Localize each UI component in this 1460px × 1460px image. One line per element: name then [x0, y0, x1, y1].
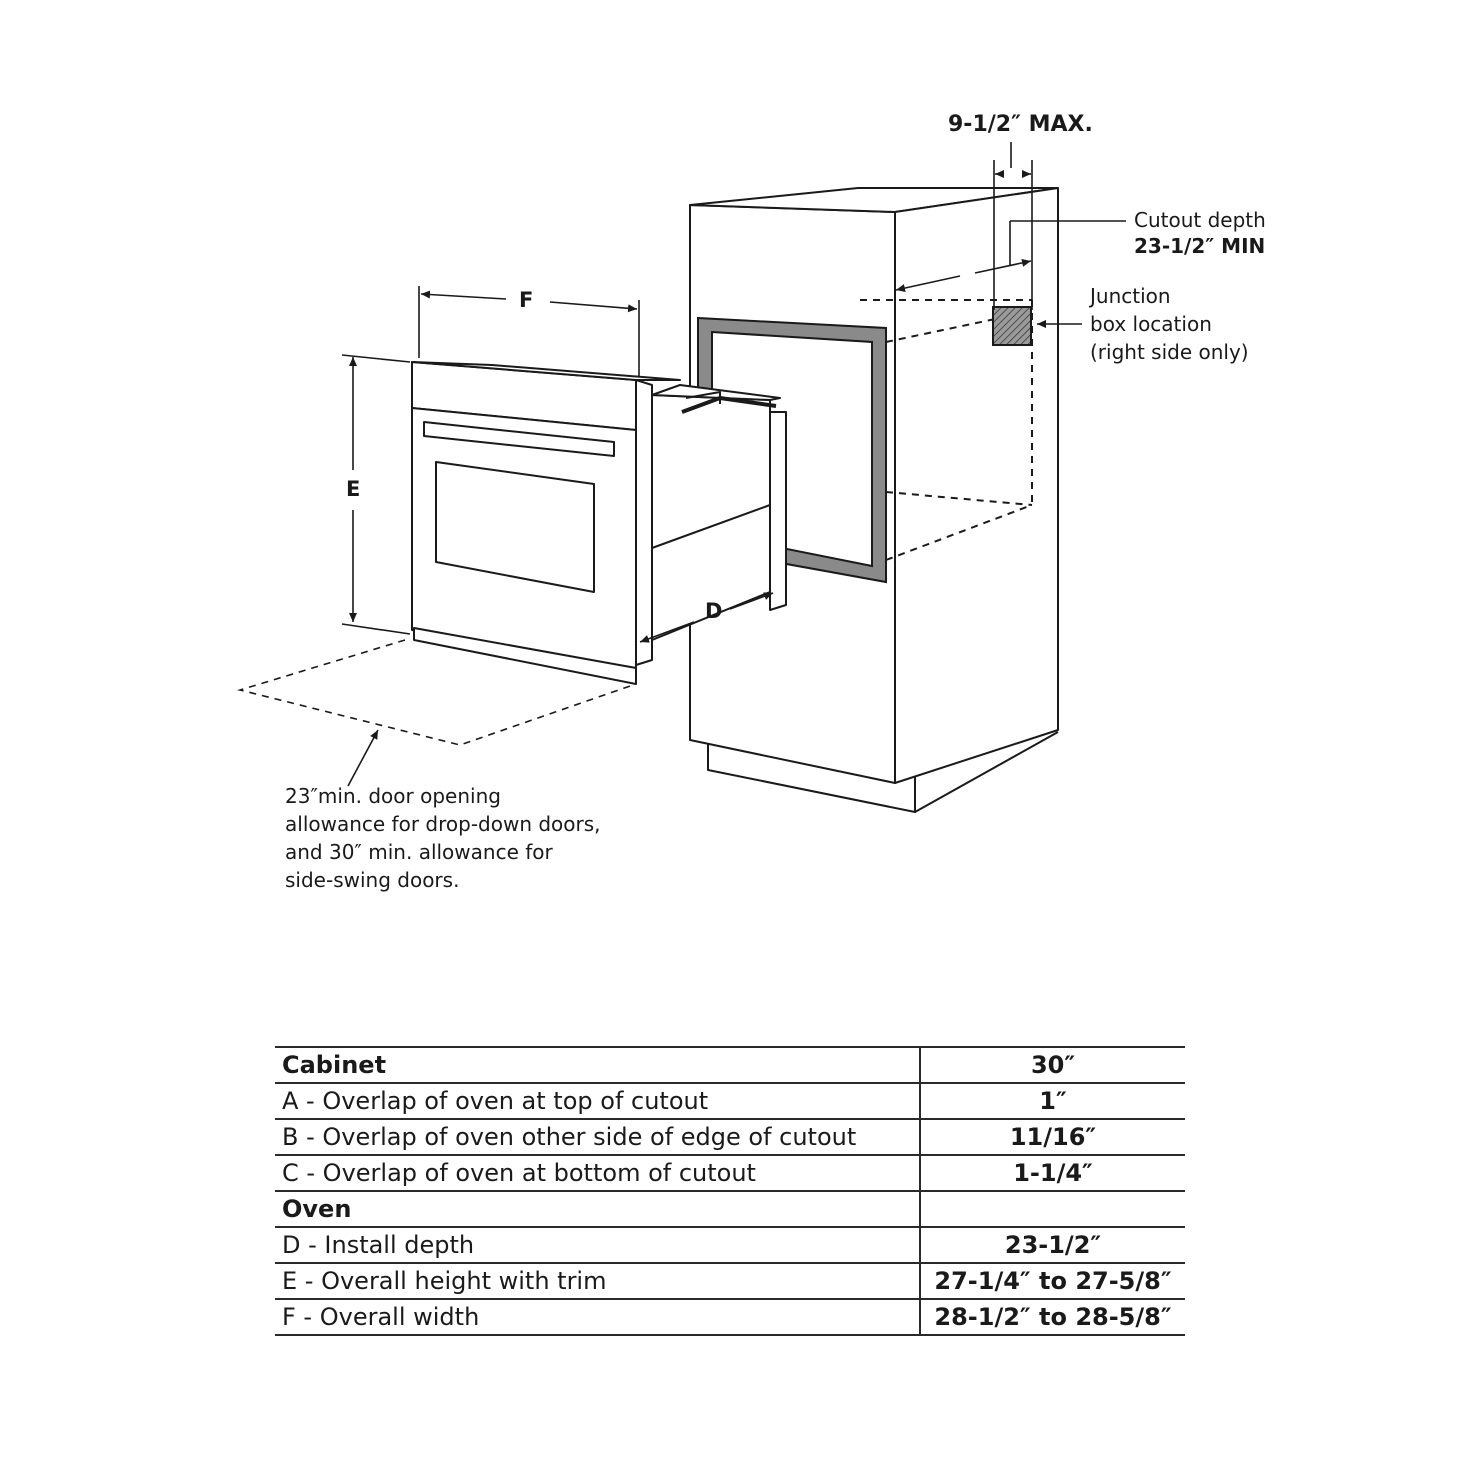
row-value: 1-1/4″	[920, 1155, 1185, 1191]
table-row	[275, 1119, 1185, 1155]
row-label: B - Overlap of oven other side of edge of cutout	[275, 1119, 920, 1155]
row-label: Oven	[275, 1191, 920, 1227]
table-row	[275, 1299, 1185, 1335]
dimension-f-label: F	[519, 288, 534, 312]
row-label: F - Overall width	[275, 1299, 920, 1335]
row-value: 23-1/2″	[920, 1227, 1185, 1263]
cutout-depth-value: 23-1/2″ MIN	[1134, 234, 1266, 258]
row-value: 11/16″	[920, 1119, 1185, 1155]
door-note-line-3: and 30″ min. allowance for	[285, 840, 553, 864]
row-value	[920, 1191, 1185, 1227]
door-note-line-2: allowance for drop-down doors,	[285, 812, 601, 836]
door-note-line-4: side-swing doors.	[285, 868, 460, 892]
table-row	[275, 1227, 1185, 1263]
dimension-e-label: E	[346, 477, 361, 501]
row-label: Cabinet	[275, 1047, 920, 1083]
row-label: A - Overlap of oven at top of cutout	[275, 1083, 920, 1119]
table-row	[275, 1191, 1185, 1227]
junction-box-label-2: box location	[1090, 312, 1212, 336]
table-row	[275, 1155, 1185, 1191]
max-dimension-label: 9-1/2″ MAX.	[948, 112, 1093, 137]
junction-box	[993, 307, 1031, 345]
table-row	[275, 1263, 1185, 1299]
row-value: 27-1/4″ to 27-5/8″	[920, 1263, 1185, 1299]
row-label: E - Overall height with trim	[275, 1263, 920, 1299]
dimensions-table	[275, 1046, 1185, 1336]
cutout-depth-label: Cutout depth	[1134, 208, 1266, 232]
row-value: 1″	[920, 1083, 1185, 1119]
row-value: 30″	[920, 1047, 1185, 1083]
table-row	[275, 1047, 1185, 1083]
junction-box-label-3: (right side only)	[1090, 340, 1249, 364]
row-label: C - Overlap of oven at bottom of cutout	[275, 1155, 920, 1191]
row-value: 28-1/2″ to 28-5/8″	[920, 1299, 1185, 1335]
table-row	[275, 1083, 1185, 1119]
row-label: D - Install depth	[275, 1227, 920, 1263]
junction-box-label-1: Junction	[1090, 284, 1171, 308]
dimension-d-label: D	[705, 599, 723, 623]
door-note-line-1: 23″min. door opening	[285, 784, 501, 808]
